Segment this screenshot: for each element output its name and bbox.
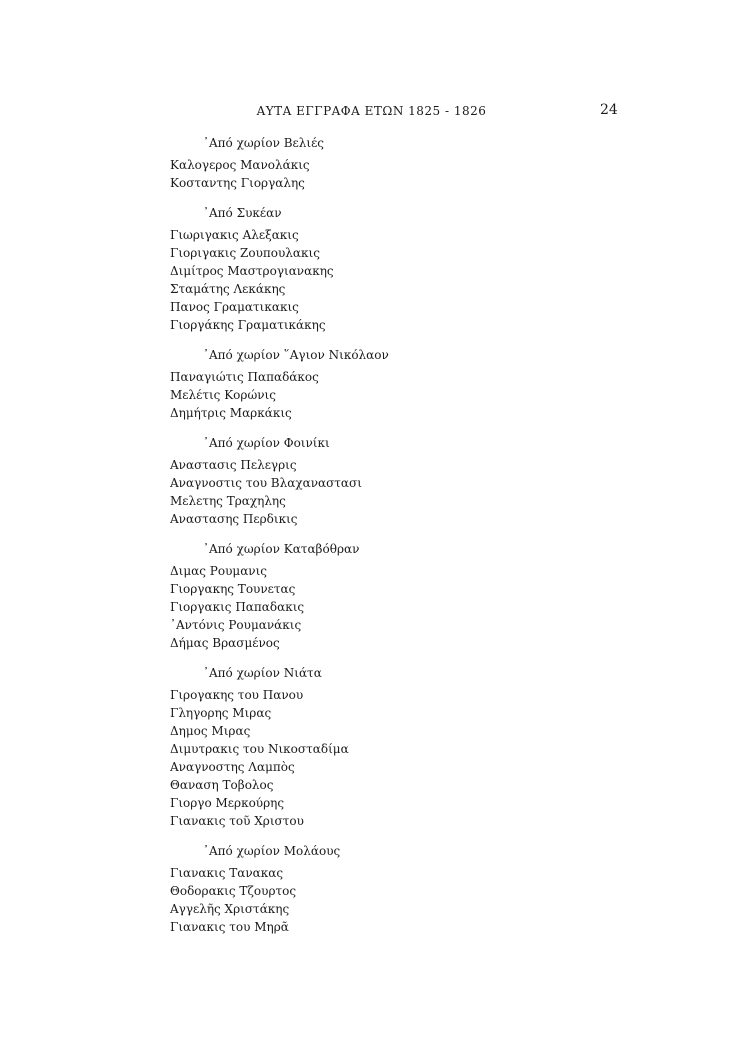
page-header-title: ΑΥΤΑ ΕΓΓΡΑΦΑ ΕΤΩΝ 1825 - 1826 [256, 104, 487, 118]
section-agios-nikolaos [170, 346, 570, 422]
list-item: Μελέτις Κορώνις [170, 388, 276, 402]
section-heading: ᾿Από χωρίον Μολάους [203, 844, 341, 858]
list-item: Γιωριγακις Αλεξακις [170, 228, 299, 242]
list-item: Γιανακις τοῦ Χριστου [170, 814, 304, 828]
section-katavothra [170, 540, 570, 652]
list-item: Γιοργακης Τουνετας [170, 582, 296, 596]
list-item: Αναστασης Περδικις [170, 512, 298, 526]
list-item: Θοδορακις Τζουρτος [170, 884, 297, 898]
list-item: Δημος Μιρας [170, 724, 251, 738]
list-item: Πανος Γραματικακις [170, 300, 299, 314]
list-item: Μελετης Τραχηλης [170, 494, 286, 508]
list-item: Παναγιώτις Παπαδάκος [170, 370, 319, 384]
list-item: Διμυτρακις του Νικοσταδίμα [170, 742, 349, 756]
section-heading: ᾿Από χωρίον Φοινίκι [203, 436, 330, 450]
list-item: Κοσταντης Γιοργαλης [170, 176, 305, 190]
list-item: Θαναση Τοβολος [170, 778, 274, 792]
list-item: Σταμάτης Λεκάκης [170, 282, 286, 296]
list-item: Γιοργο Μερκούρης [170, 796, 285, 810]
section-niata [170, 664, 570, 830]
section-heading: ᾿Από χωρίον Καταβόθραν [203, 542, 360, 556]
list-item: Γιρογακης του Πανου [170, 688, 304, 702]
list-item: Γιοριγακις Ζουπουλακις [170, 246, 320, 260]
list-item: Αγγελῆς Χριστάκης [170, 902, 290, 916]
list-item: Γληγορης Μιρας [170, 706, 272, 720]
section-heading: ᾿Από χωρίον ῞Αγιον Νικόλαον [203, 348, 389, 362]
list-item: Καλογερος Μανολάκις [170, 158, 310, 172]
section-foiniki [170, 434, 570, 528]
list-item: Γιανακις Τανακας [170, 866, 284, 880]
section-heading: ᾿Από Συκέαν [203, 206, 282, 220]
list-item: Γιοργακις Παπαδακις [170, 600, 305, 614]
list-item: ᾿Αντόνις Ρουμανάκις [170, 618, 302, 632]
list-item: Αναστασις Πελεγρις [170, 458, 297, 472]
list-item: Αναγνοστης Λαμπὸς [170, 760, 295, 774]
document-body [170, 134, 570, 948]
list-item: Γιοργάκης Γραματικάκης [170, 318, 326, 332]
list-item: Δήμας Βρασμένος [170, 636, 280, 650]
list-item: Δημήτρις Μαρκάκις [170, 406, 292, 420]
section-heading: ᾿Από χωρίον Βελιές [203, 136, 325, 150]
section-heading: ᾿Από χωρίον Νιάτα [203, 666, 322, 680]
section-molaous [170, 842, 570, 936]
list-item: Διμίτρος Μαστρογιανακης [170, 264, 334, 278]
list-item: Διμας Ρουμανις [170, 564, 268, 578]
list-item: Γιανακις του Μηρᾶ [170, 920, 289, 934]
page-number: 24 [600, 102, 618, 118]
list-item: Αναγνοστις του Βλαχαναστασι [170, 476, 362, 490]
section-veliés [170, 134, 570, 192]
section-sykea [170, 204, 570, 334]
